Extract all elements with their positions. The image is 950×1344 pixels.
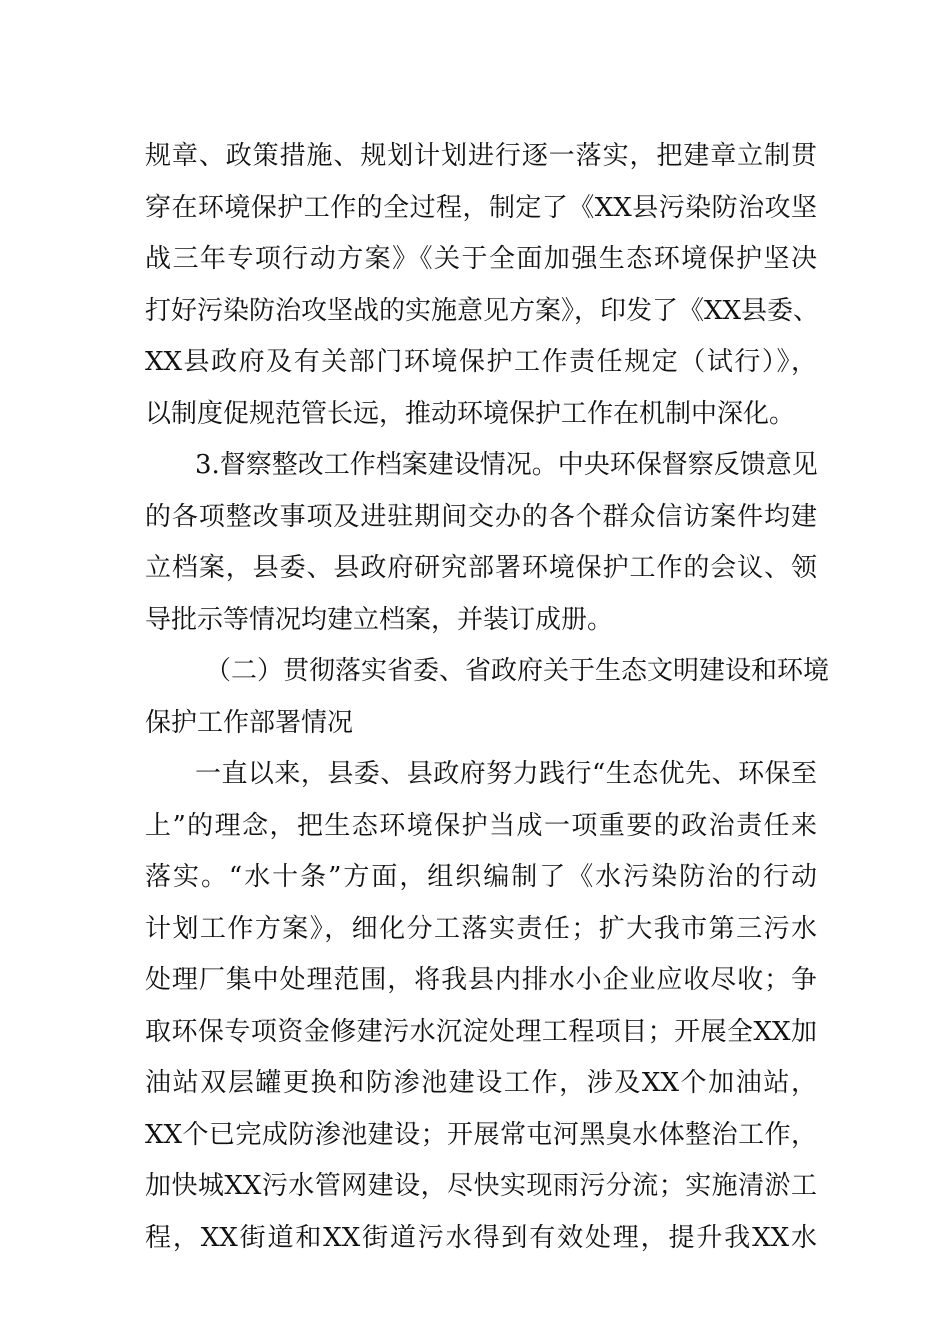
text-line: XX县政府及有关部门环境保护工作责任规定（试行）》， <box>145 347 817 377</box>
text-line: 加快城XX污水管网建设，尽快实现雨污分流；实施清淤工 <box>145 1171 817 1201</box>
text-line: 油站双层罐更换和防渗池建设工作，涉及XX个加油站， <box>145 1068 817 1098</box>
text-line: 打好污染防治攻坚战的实施意见方案》，印发了《XX县委、 <box>145 295 820 326</box>
text-line: 程，XX街道和XX街道污水得到有效处理，提升我XX水 <box>145 1222 817 1253</box>
body-text <box>145 131 830 1264</box>
text-line: 立档案，县委、县政府研究部署环境保护工作的会议、领 <box>145 553 817 583</box>
section-heading-line: 3.督察整改工作档案建设情况。中央环保督察反馈意见 <box>195 450 818 480</box>
text-line: 一直以来，县委、县政府努力践行“生态优先、环保至 <box>195 759 817 789</box>
text-line: 导批示等情况均建立档案，并装订成册。 <box>145 604 614 635</box>
text-line: 落实。“水十条”方面，组织编制了《水污染防治的行动 <box>145 862 817 892</box>
text-line: XX个已完成防渗池建设；开展常屯河黑臭水体整治工作， <box>145 1119 817 1150</box>
subsection-heading-line: （二）贯彻落实省委、省政府关于生态文明建设和环境 <box>205 656 830 686</box>
text-line: 上”的理念，把生态环境保护当成一项重要的政治责任来 <box>145 810 817 841</box>
text-line: 战三年专项行动方案》《关于全面加强生态环境保护坚决 <box>145 244 817 274</box>
text-line: 取环保专项资金修建污水沉淀处理工程项目；开展全XX加 <box>145 1016 817 1047</box>
text-line: 处理厂集中处理范围，将我县内排水小企业应收尽收；争 <box>145 965 817 995</box>
text-line: 以制度促规范管长远，推动环境保护工作在机制中深化。 <box>145 398 796 429</box>
text-line: 规章、政策措施、规划计划进行逐一落实，把建章立制贯 <box>145 141 817 171</box>
text-line: 穿在环境保护工作的全过程，制定了《XX县污染防治攻坚 <box>145 192 817 223</box>
subsection-heading-line: 保护工作部署情况 <box>145 707 354 738</box>
text-line: 计划工作方案》，细化分工落实责任；扩大我市第三污水 <box>145 913 817 944</box>
text-line: 的各项整改事项及进驻期间交办的各个群众信访案件均建 <box>145 501 817 532</box>
